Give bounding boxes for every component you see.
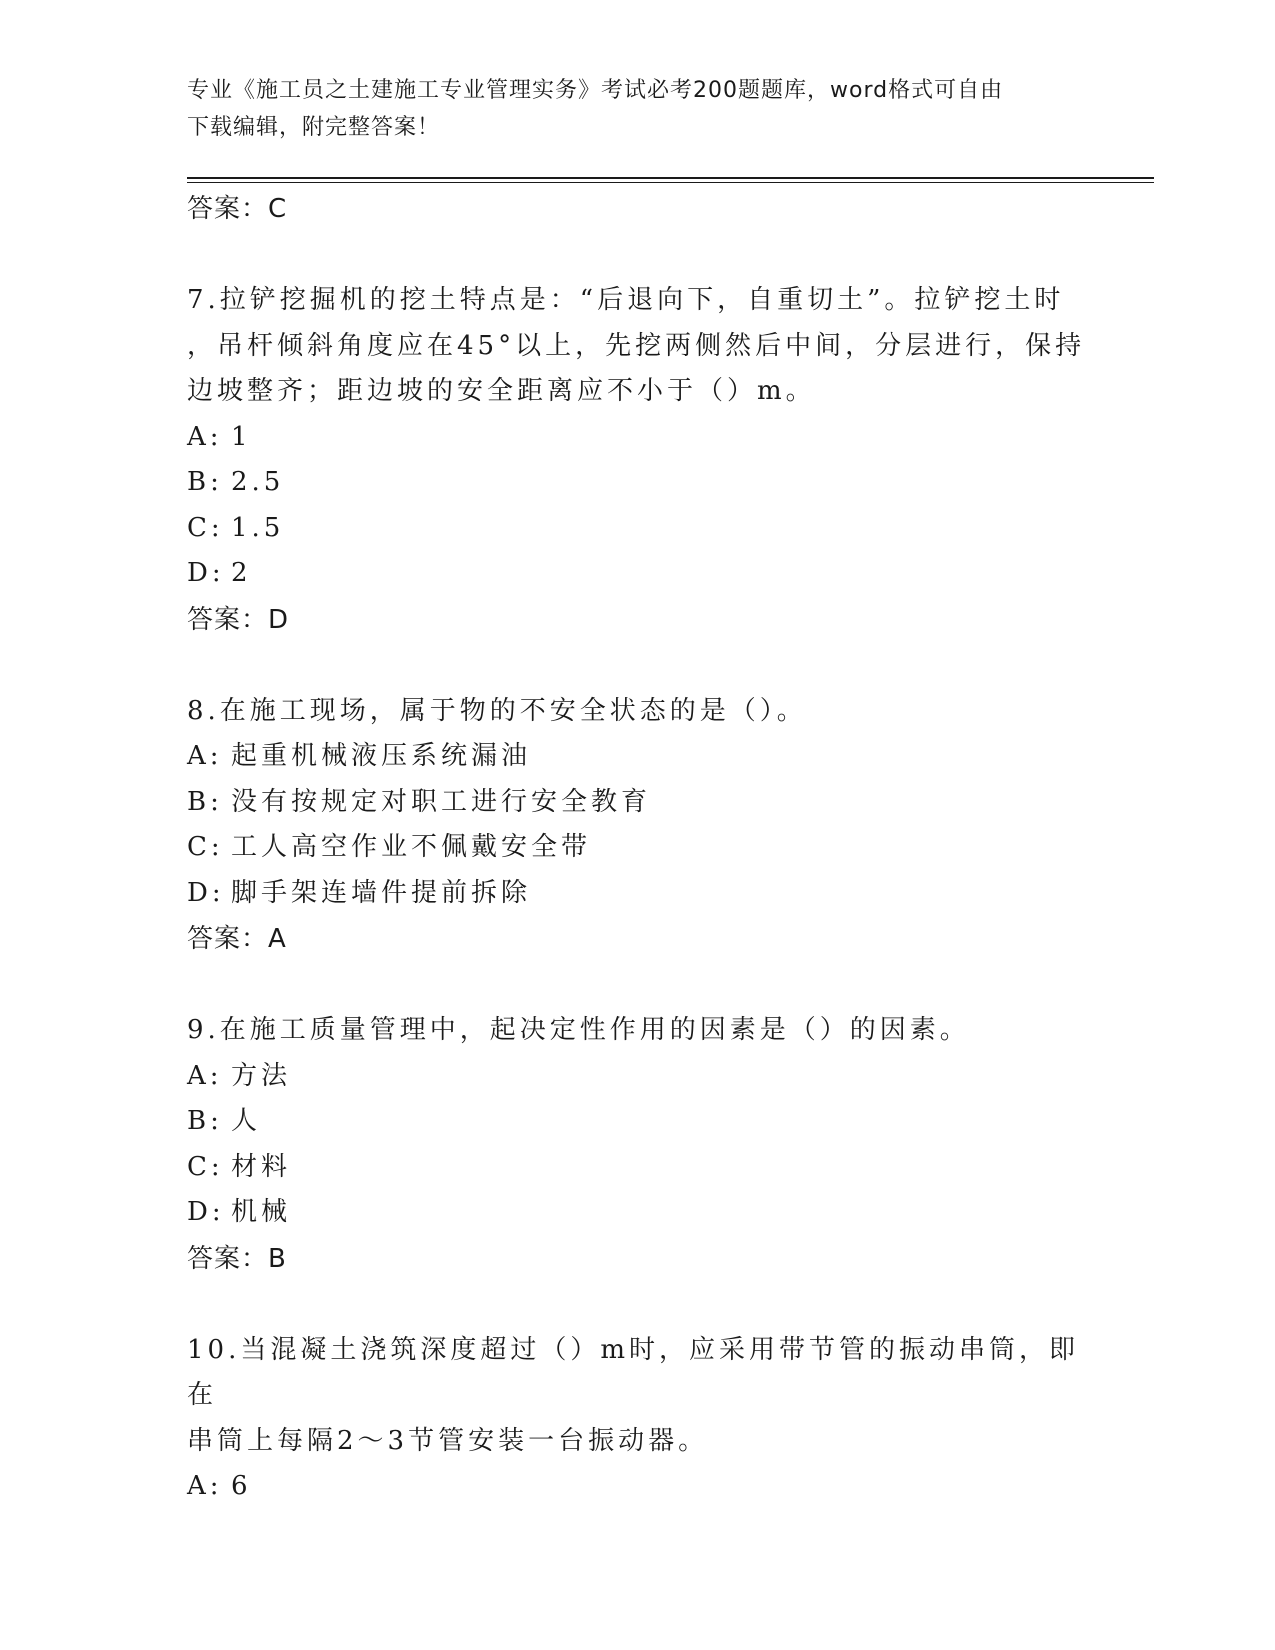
question-9-option-c xyxy=(187,1145,1087,1191)
question-8-option-a xyxy=(187,734,1087,780)
option-text: 没有按规定对职工进行安全教育 xyxy=(231,786,652,817)
question-line: ，吊杆倾斜角度应在45°以上，先挖两侧然后中间，分层进行，保持 xyxy=(187,330,1086,361)
option-text: 2.5 xyxy=(231,467,285,497)
question-list xyxy=(187,186,1087,1510)
question-8-option-c xyxy=(187,825,1087,871)
question-10-text xyxy=(187,1328,1087,1465)
option-label: B: xyxy=(187,1106,223,1136)
option-label: A: xyxy=(187,1471,223,1501)
question-9-answer: 答案：B xyxy=(187,1243,287,1274)
option-text: 起重机械液压系统漏油 xyxy=(231,741,532,771)
option-text: 1.5 xyxy=(231,512,285,543)
option-text: 工人高空作业不佩戴安全带 xyxy=(231,832,592,862)
question-7-answer: 答案：D xyxy=(187,604,290,635)
option-label: D: xyxy=(187,1197,225,1227)
question-9-option-b xyxy=(187,1099,1087,1145)
question-7-option-d xyxy=(187,551,1087,597)
option-label: A: xyxy=(187,1060,223,1091)
option-label: D: xyxy=(187,558,225,588)
question-9-option-a xyxy=(187,1054,1087,1100)
question-8-answer: 答案：A xyxy=(187,924,287,954)
option-text: 6 xyxy=(231,1471,252,1501)
question-9 xyxy=(187,1008,1087,1282)
document-header xyxy=(187,72,1067,146)
option-label: C: xyxy=(187,832,224,862)
option-label: B: xyxy=(187,467,223,497)
question-10-option-a xyxy=(187,1464,1087,1510)
option-label: A: xyxy=(187,421,223,452)
header-rule-thin xyxy=(187,182,1154,183)
question-7-option-c xyxy=(187,506,1087,552)
question-9-text xyxy=(187,1008,1087,1054)
option-text: 脚手架连墙件提前拆除 xyxy=(231,877,532,908)
header-line-1: 专业《施工员之土建施工专业管理实务》考试必考200题题库，word格式可自由 xyxy=(187,78,1004,103)
option-label: B: xyxy=(187,786,223,817)
option-label: C: xyxy=(187,1151,224,1182)
option-text: 2 xyxy=(231,558,252,588)
question-line: 9.在施工质量管理中，起决定性作用的因素是（）的因素。 xyxy=(187,1015,970,1045)
question-7-option-a xyxy=(187,415,1087,461)
question-line: 串筒上每隔2～3节管安装一台振动器。 xyxy=(187,1425,709,1456)
question-8-text xyxy=(187,689,1087,735)
question-9-option-d xyxy=(187,1190,1087,1236)
question-line: 8.在施工现场，属于物的不安全状态的是（）。 xyxy=(187,695,807,726)
option-label: D: xyxy=(187,877,225,908)
question-line: 10.当混凝土浇筑深度超过（）m时，应采用带节管的振动串筒，即在 xyxy=(187,1334,1080,1410)
question-8-option-d xyxy=(187,871,1087,917)
question-7 xyxy=(187,278,1087,643)
question-10 xyxy=(187,1328,1087,1510)
option-text: 方法 xyxy=(231,1060,292,1091)
option-text: 机械 xyxy=(231,1197,292,1227)
option-text: 人 xyxy=(231,1106,262,1136)
option-label: C: xyxy=(187,512,224,543)
previous-answer: 答案：C xyxy=(187,194,288,224)
question-line: 7.拉铲挖掘机的挖土特点是：“后退向下，自重切土”。拉铲挖土时 xyxy=(187,285,1065,315)
question-8 xyxy=(187,689,1087,963)
question-line: 边坡整齐；距边坡的安全距离应不小于（）m。 xyxy=(187,376,816,406)
option-text: 材料 xyxy=(231,1151,292,1182)
option-text: 1 xyxy=(231,421,252,452)
option-label: A: xyxy=(187,741,223,771)
question-7-option-b xyxy=(187,460,1087,506)
question-7-text xyxy=(187,278,1087,415)
question-8-option-b xyxy=(187,780,1087,826)
header-rule-thick xyxy=(187,177,1154,179)
header-line-2: 下载编辑，附完整答案！ xyxy=(187,115,441,140)
